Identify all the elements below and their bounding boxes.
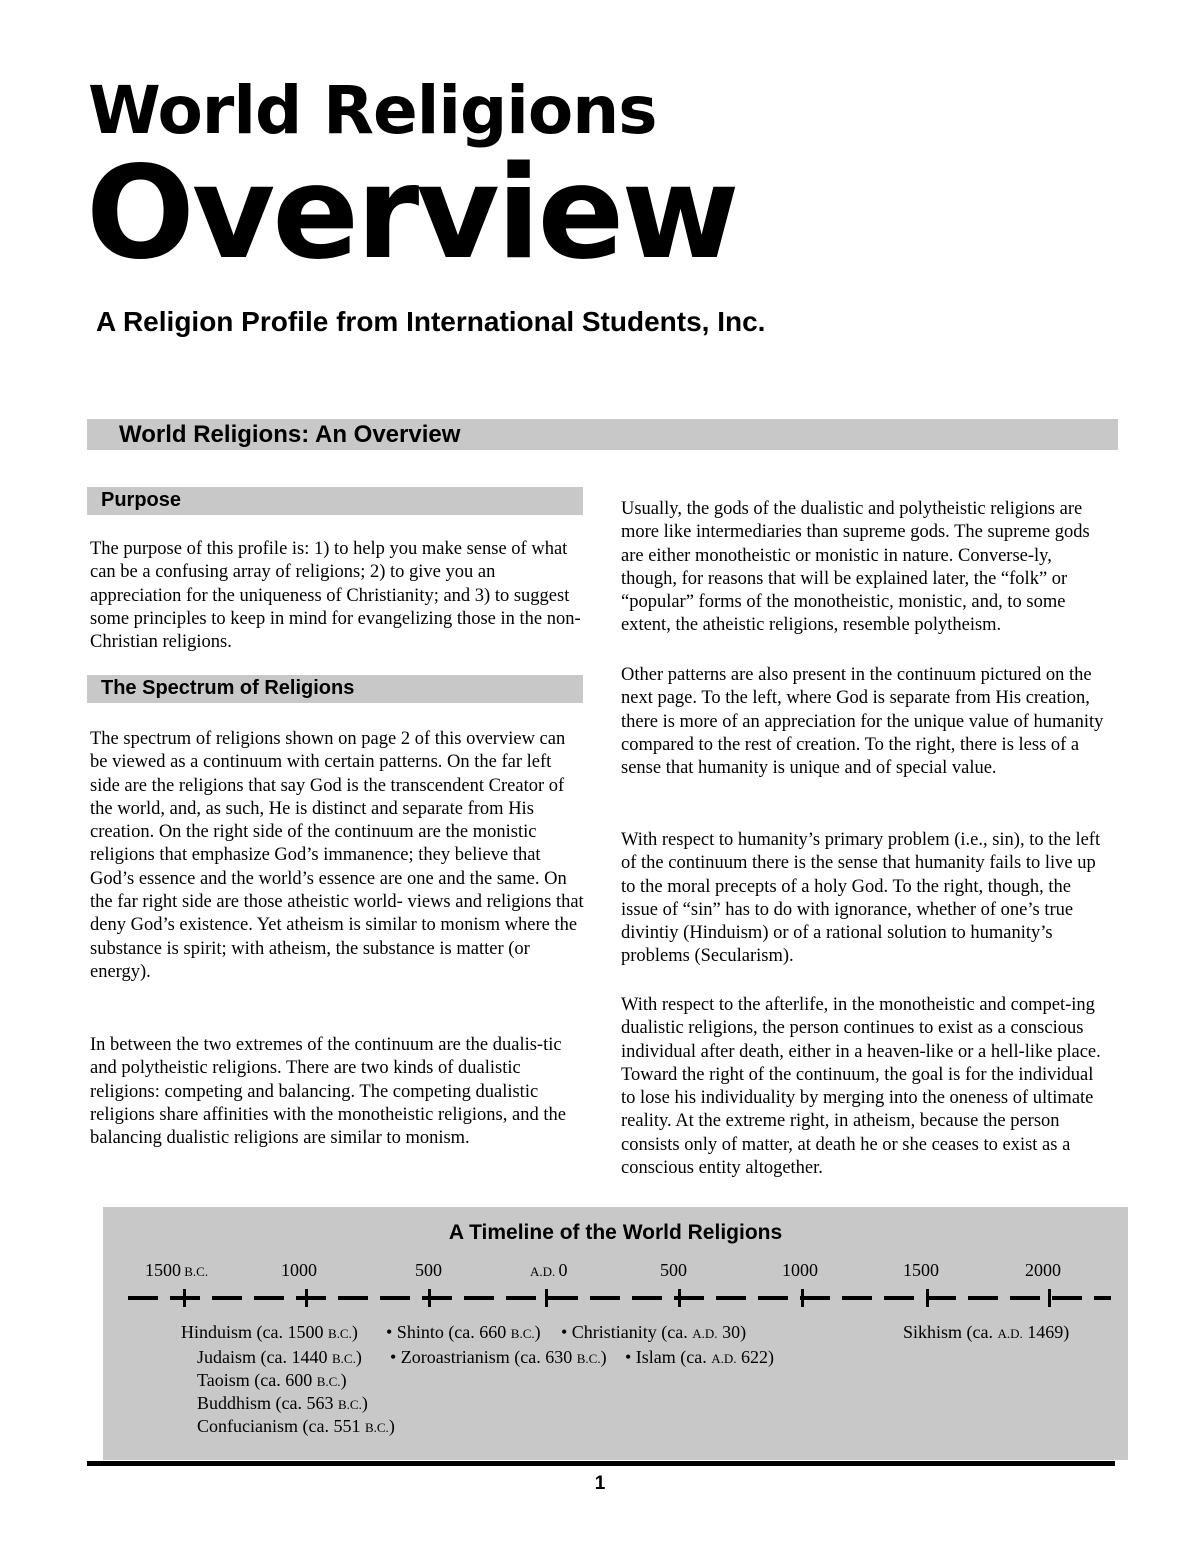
timeline-religion-sikhism: Sikhism (ca. A.D. 1469): [903, 1322, 1070, 1342]
spectrum-heading-bar: [87, 675, 583, 703]
right-paragraph-4: With respect to the afterlife, in the monotheistic and compet-ing dualistic religions, the person continues to exist as a conscious individual after death, either in a heaven-like or a hell-like place. Toward the right of the continuum, the goal is for the individual to lose his individuality by merging into the oneness of ultimate reality. At the extreme right, in atheism, because the person consists only of matter, at death he or she ceases to exist as a conscious entity altogether.: [621, 995, 1101, 1179]
timeline-religion: Judaism (ca. 1440 B.C.): [197, 1347, 362, 1367]
timeline-religion: • Christianity (ca. A.D. 30): [561, 1322, 747, 1342]
timeline-axis-dash: [464, 1296, 494, 1300]
timeline-religion: • Islam (ca. A.D. 622): [625, 1347, 775, 1367]
timeline-axis-dash: [674, 1296, 704, 1300]
footer-rule: [87, 1461, 1115, 1466]
right-paragraph-2: Other patterns are also present in the continuum pictured on the next page. To the left, where God is separate from His creation, there is more of an appreciation for the unique value of humanity compared to the rest of creation. To the right, there is less of a sense that humanity is unique and of special value.: [621, 665, 1104, 779]
section-band: [87, 419, 1118, 450]
timeline-tick-label: 1000: [281, 1260, 317, 1280]
timeline-tick-mark: [1048, 1289, 1051, 1307]
timeline-axis-dash: [296, 1296, 326, 1300]
title-overview: Overview: [86, 139, 737, 288]
timeline-religion: Confucianism (ca. 551 B.C.): [197, 1416, 395, 1436]
timeline-tick-label: A.D. 0: [530, 1260, 568, 1280]
timeline-axis-dash: [380, 1296, 410, 1300]
spectrum-paragraph-2: In between the two extremes of the continuum are the dualis-tic and polytheistic religions. There are two kinds of dualistic religions: competing and balancing. The competing dualistic religions share affinities with the monotheistic religions, and the balancing dualistic religions are similar to monism.: [90, 1035, 566, 1149]
timeline-axis-dash: [716, 1296, 746, 1300]
page-number: 1: [594, 1473, 606, 1494]
timeline-religion: • Zoroastrianism (ca. 630 B.C.): [390, 1347, 607, 1367]
timeline-axis-dash: [506, 1296, 536, 1300]
timeline-box: [103, 1207, 1128, 1460]
timeline-axis-dash: [800, 1296, 830, 1300]
purpose-heading: Purpose: [101, 489, 182, 511]
timeline-axis-dash: [758, 1296, 788, 1300]
timeline-tick-label: 500: [415, 1260, 442, 1280]
timeline-axis-dash: [968, 1296, 998, 1300]
subtitle: A Religion Profile from International Students, Inc.: [96, 306, 766, 337]
timeline-axis-dash: [632, 1296, 662, 1300]
right-paragraph-3: With respect to humanity’s primary problem (i.e., sin), to the left of the continuum there is the sense that humanity fails to live up to the moral precepts of a holy God. To the right, though, the issue of “sin” has to do with ignorance, whether of one’s true divintiy (Hinduism) or of a rational solution to humanity’s problems (Secularism).: [621, 830, 1101, 967]
spectrum-heading: The Spectrum of Religions: [101, 677, 355, 699]
timeline-axis-dash: [590, 1296, 620, 1300]
purpose-paragraph: The purpose of this profile is: 1) to help you make sense of what can be a confusing array of religions; 2) to give you an appreciation for the uniqueness of Christianity; and 3) to suggest some principles to keep in mind for evangelizing those in the non-Christian religions.: [90, 539, 581, 653]
purpose-heading-bar: [87, 487, 583, 515]
timeline-axis-dash: [1094, 1296, 1111, 1300]
timeline-axis-dash: [884, 1296, 914, 1300]
section-band-title: World Religions: An Overview: [119, 421, 461, 448]
title-world-religions: World Religions: [88, 72, 657, 149]
timeline-axis-dash: [212, 1296, 242, 1300]
right-paragraph-1: Usually, the gods of the dualistic and polytheistic religions are more like intermediaries than supreme gods. The supreme gods are either monotheistic or monistic in nature. Converse-ly, though, for reasons that will be explained later, the “folk” or “popular” forms of the monotheistic, monistic, and, to some extent, the atheistic religions, resemble polytheism.: [621, 499, 1090, 636]
timeline-title: A Timeline of the World Religions: [448, 1221, 783, 1244]
timeline-axis-dash: [926, 1296, 956, 1300]
timeline-tick-label: 1500: [903, 1260, 939, 1280]
timeline-axis-dash: [254, 1296, 284, 1300]
timeline-tick-label: 1000: [782, 1260, 818, 1280]
timeline-axis-dash: [338, 1296, 368, 1300]
timeline-axis-dash: [128, 1296, 158, 1300]
timeline-axis-dash: [422, 1296, 452, 1300]
timeline-religion: • Shinto (ca. 660 B.C.): [386, 1322, 541, 1342]
timeline-religion: Hinduism (ca. 1500 B.C.): [181, 1322, 358, 1342]
timeline-tick-label: 500: [660, 1260, 687, 1280]
timeline-axis-dash: [842, 1296, 872, 1300]
timeline-axis-dash: [1052, 1296, 1082, 1300]
timeline-tick-label: 2000: [1025, 1260, 1061, 1280]
timeline-tick-label: 1500 B.C.: [145, 1260, 209, 1280]
timeline-religion: Buddhism (ca. 563 B.C.): [197, 1393, 368, 1413]
timeline-axis-dash: [548, 1296, 578, 1300]
spectrum-paragraph-1: The spectrum of religions shown on page 2 of this overview can be viewed as a continuum with certain patterns. On the far left side are the religions that say God is the transcendent Creator of the world, and, as such, He is distinct and separate from His creation. On the right side of the continuum are the monistic religions that emphasize God’s immanence; they believe that God’s essence and the world’s essence are one and the same. On the far right side are those atheistic world- views and religions that deny God’s existence. Yet atheism is similar to monism where the substance is spirit; with atheism, the substance is matter (or energy).: [90, 729, 584, 982]
timeline-axis-dash: [170, 1296, 200, 1300]
timeline-axis-dash: [1010, 1296, 1040, 1300]
timeline-religion: Taoism (ca. 600 B.C.): [197, 1370, 347, 1390]
